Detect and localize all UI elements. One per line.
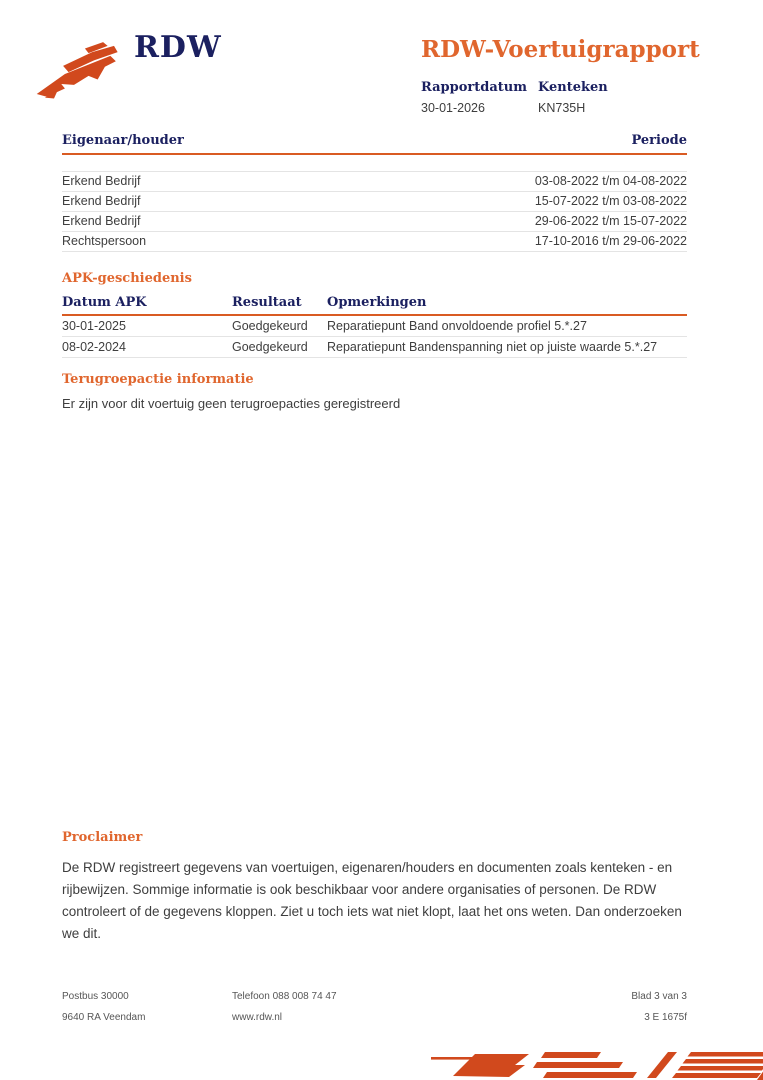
column-header-result: Resultaat bbox=[232, 295, 302, 310]
footer-page-number: Blad 3 van 3 bbox=[631, 991, 687, 1002]
proclaimer-section bbox=[62, 830, 696, 945]
table-row bbox=[62, 316, 687, 337]
footer-page-info bbox=[631, 986, 687, 1028]
table-row bbox=[62, 337, 687, 358]
license-plate-value: KN735H bbox=[538, 101, 586, 115]
apk-date-cell: 30-01-2025 bbox=[62, 318, 126, 333]
owner-cell: Erkend Bedrijf bbox=[62, 214, 141, 228]
report-meta bbox=[421, 80, 655, 115]
column-header-remarks: Opmerkingen bbox=[327, 295, 427, 310]
report-date-label: Rapportdatum bbox=[421, 80, 527, 95]
footer-doc-code: 3 E 1675f bbox=[644, 1012, 687, 1023]
owner-holder-table bbox=[62, 133, 687, 252]
footer-postbus: Postbus 30000 bbox=[62, 991, 129, 1002]
owner-holder-table-header bbox=[62, 133, 687, 155]
recall-info-heading: Terugroepactie informatie bbox=[62, 372, 254, 387]
period-cell: 17-10-2016 t/m 29-06-2022 bbox=[534, 234, 687, 248]
apk-remark-cell: Reparatiepunt Bandenspanning niet op juiste waarde 5.*.27 bbox=[327, 339, 658, 354]
table-row bbox=[62, 212, 687, 232]
page-footer bbox=[62, 986, 687, 1028]
recall-info-section bbox=[62, 372, 687, 411]
license-plate-label: Kenteken bbox=[538, 80, 608, 95]
table-row bbox=[62, 172, 687, 192]
rdw-bird-logo-icon bbox=[34, 40, 134, 108]
owner-cell: Rechtspersoon bbox=[62, 234, 147, 248]
apk-history-section bbox=[62, 271, 687, 358]
recall-info-text: Er zijn voor dit voertuig geen terugroepacties geregistreerd bbox=[62, 396, 401, 411]
apk-date-cell: 08-02-2024 bbox=[62, 339, 126, 354]
owner-holder-rows bbox=[62, 171, 687, 252]
rdw-speedlines-art-icon bbox=[425, 1044, 763, 1080]
report-date-block bbox=[421, 80, 538, 115]
owner-cell: Erkend Bedrijf bbox=[62, 174, 141, 188]
footer-address bbox=[62, 986, 232, 1028]
table-row bbox=[62, 232, 687, 252]
apk-result-cell: Goedgekeurd bbox=[232, 339, 308, 354]
footer-website-link[interactable]: www.rdw.nl bbox=[232, 1012, 283, 1023]
column-header-owner: Eigenaar/houder bbox=[62, 133, 184, 148]
table-row bbox=[62, 192, 687, 212]
column-header-apk-date: Datum APK bbox=[62, 295, 147, 310]
period-cell: 29-06-2022 t/m 15-07-2022 bbox=[534, 214, 687, 228]
apk-history-heading: APK-geschiedenis bbox=[62, 271, 192, 286]
apk-result-cell: Goedgekeurd bbox=[232, 318, 308, 333]
footer-city: 9640 RA Veendam bbox=[62, 1012, 146, 1023]
apk-remark-cell: Reparatiepunt Band onvoldoende profiel 5.*.27 bbox=[327, 318, 587, 333]
proclaimer-text: De RDW registreert gegevens van voertuigen, eigenaren/houders en documenten zoals kenteken - en rijbewijzen. Sommige informatie is ook beschikbaar voor andere organisaties of personen. De RDW controleert of de gegevens kloppen. Ziet u toch iets wat niet klopt, laat het ons weten. Dan onderzoeken we dit. bbox=[62, 860, 682, 941]
column-header-period: Periode bbox=[631, 133, 687, 148]
period-cell: 15-07-2022 t/m 03-08-2022 bbox=[534, 194, 687, 208]
owner-cell: Erkend Bedrijf bbox=[62, 194, 141, 208]
page-title: RDW-Voertuigrapport bbox=[421, 36, 700, 63]
apk-history-table-header bbox=[62, 295, 687, 316]
period-cell: 03-08-2022 t/m 04-08-2022 bbox=[534, 174, 687, 188]
footer-phone: Telefoon 088 008 74 47 bbox=[232, 991, 337, 1002]
proclaimer-heading: Proclaimer bbox=[62, 830, 143, 845]
license-plate-block bbox=[538, 80, 655, 115]
rdw-wordmark: RDW bbox=[134, 30, 222, 65]
report-date-value: 30-01-2026 bbox=[421, 101, 485, 115]
footer-contact bbox=[232, 986, 631, 1028]
